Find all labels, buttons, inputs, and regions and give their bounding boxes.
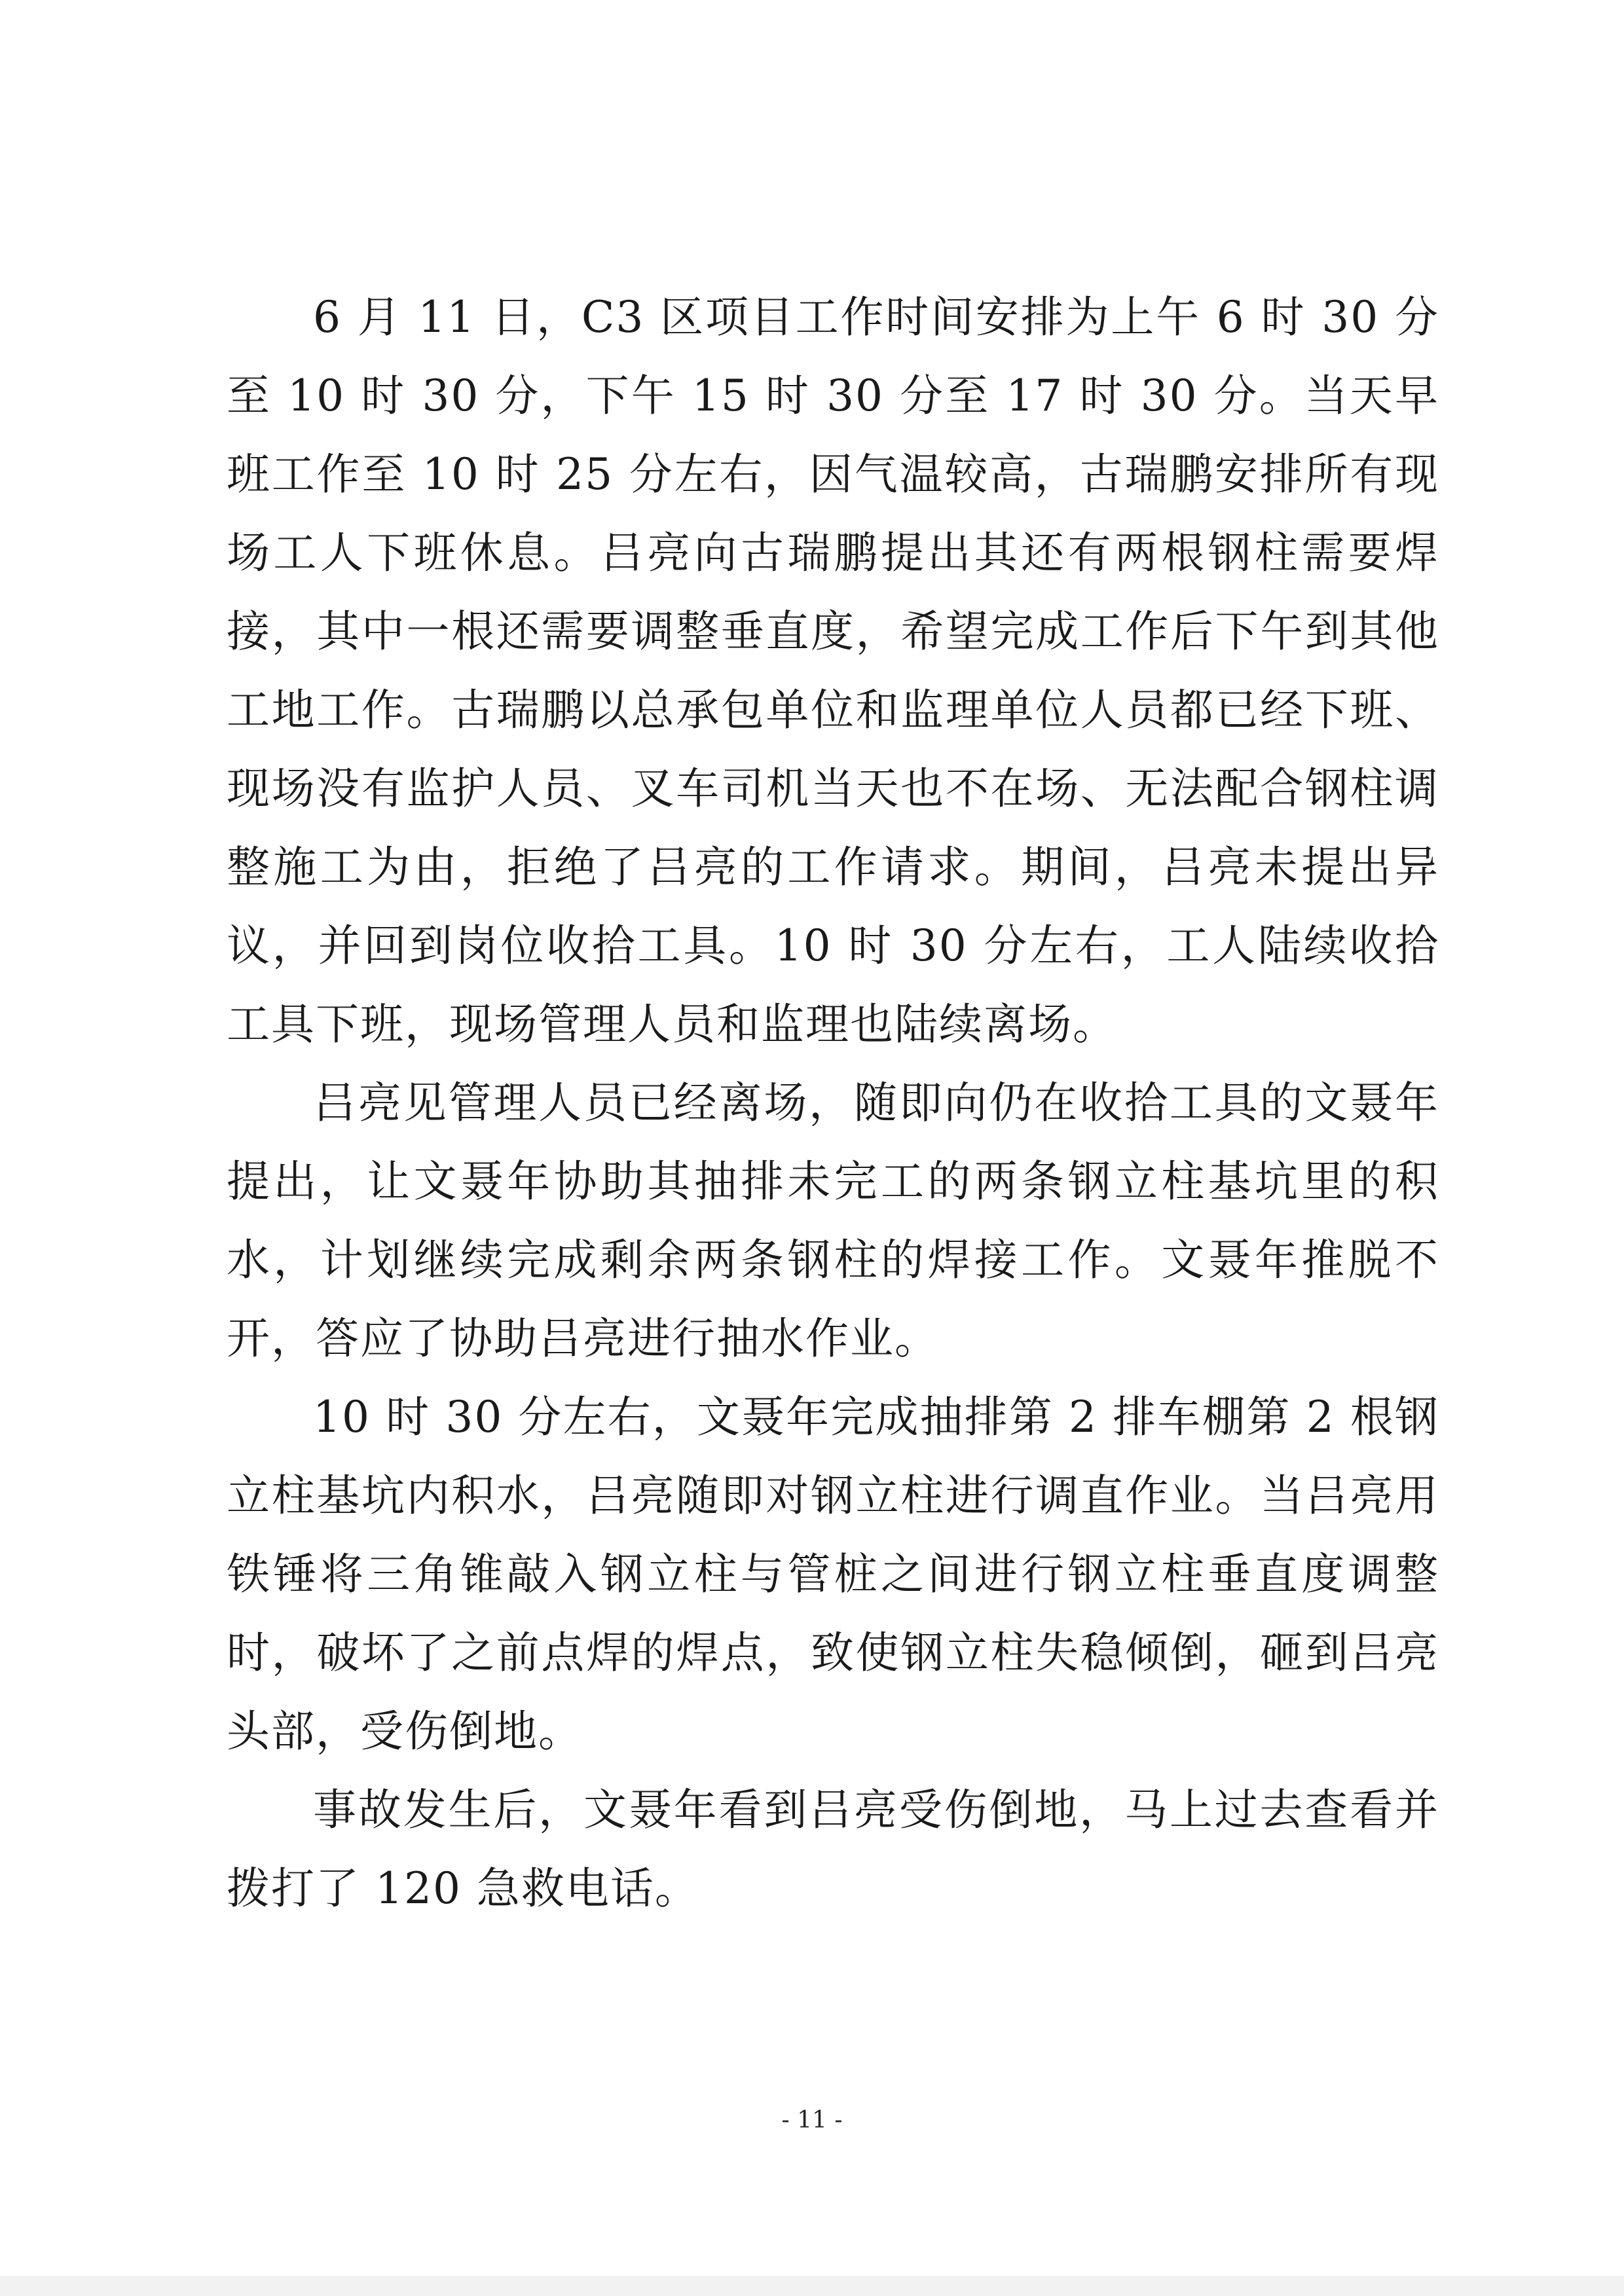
page-number: - 11 - xyxy=(781,2107,843,2134)
body-text xyxy=(227,278,1439,1928)
paragraph-4: 事故发生后，文聂年看到吕亮受伤倒地，马上过去查看并拨打了 120 急救电话。 xyxy=(227,1785,1439,1914)
scan-bottom-band xyxy=(0,2276,1624,2296)
paragraph-2: 吕亮见管理人员已经离场，随即向仍在收拾工具的文聂年提出，让文聂年协助其抽排未完工的两条钢立柱基坑里的积水，计划继续完成剩余两条钢柱的焊接工作。文聂年推脱不开，答应了协助吕亮进行抽水作业。 xyxy=(227,1078,1439,1364)
paragraph-1: 6 月 11 日，C3 区项目工作时间安排为上午 6 时 30 分至 10 时 30 分，下午 15 时 30 分至 17 时 30 分。当天早班工作至 10 时 25 分左右，因气温较高，古瑞鹏安排所有现场工人下班休息。吕亮向古瑞鹏提出其还有两根钢柱需要焊接，其中一根还需要调整垂直度，希望完成工作后下午到其他工地工作。古瑞鹏以总承包单位和监理单位人员都已经下班、现场没有监护人员、叉车司机当天也不在场、无法配合钢柱调整施工为由，拒绝了吕亮的工作请求。期间，吕亮未提出异议，并回到岗位收拾工具。10 时 30 分左右，工人陆续收拾工具下班，现场管理人员和监理也陆续离场。 xyxy=(227,292,1439,1049)
paragraph-3: 10 时 30 分左右，文聂年完成抽排第 2 排车棚第 2 根钢立柱基坑内积水，吕亮随即对钢立柱进行调直作业。当吕亮用铁锤将三角锥敲入钢立柱与管桩之间进行钢立柱垂直度调整时，破坏了之前点焊的焊点，致使钢立柱失稳倾倒，砸到吕亮头部，受伤倒地。 xyxy=(227,1392,1439,1757)
